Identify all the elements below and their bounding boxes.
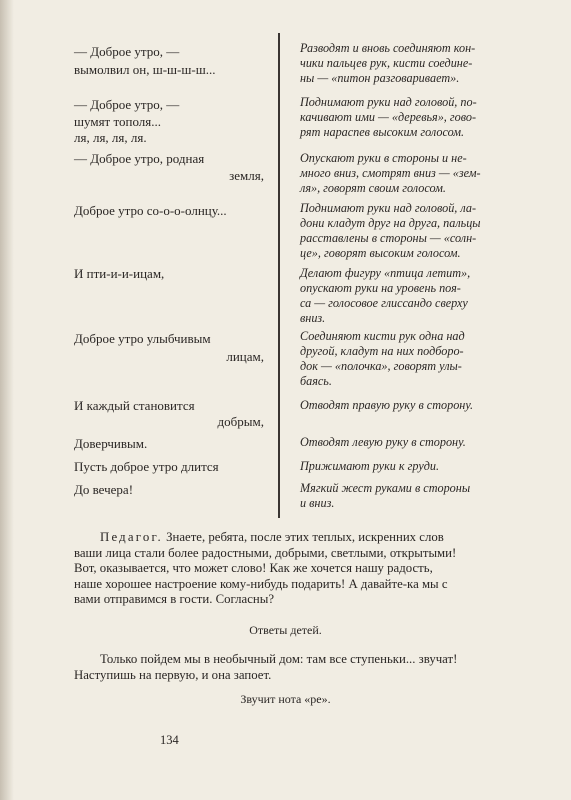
poem-line: — Доброе утро, — — [74, 97, 180, 112]
poem-line: И пти-и-и-ицам, — [74, 266, 165, 281]
action-line: дони кладут друг на друга, пальцы — [300, 216, 481, 230]
action-line: док — «полочка», говорят улы- — [300, 359, 462, 373]
poem-line: шумят тополя... — [74, 114, 161, 129]
poem-line: вымолвил он, ш-ш-ш-ш... — [74, 62, 216, 77]
poem-line: — Доброе утро, родная — [74, 151, 205, 166]
prose-line: Вот, оказывается, что может слово! Как же хочется нашу радость, — [74, 561, 433, 576]
poem-line: Доброе утро улыбчивым — [74, 331, 211, 346]
poem-line: До вечера! — [74, 482, 134, 497]
action-block — [300, 41, 522, 86]
action-line: вниз. — [300, 311, 326, 325]
action-block — [300, 435, 522, 450]
prose-line: ваши лица стали более радостными, добрыми, светлыми, открытыми! — [74, 545, 457, 560]
action-line: рят нараспев высоким голосом. — [300, 125, 465, 139]
action-block — [300, 201, 522, 261]
action-line: много вниз, смотрят вниз — «зем- — [300, 166, 481, 180]
prose-line: Наступишь на первую, и она запоет. — [74, 667, 272, 682]
action-line: це», говорят высоким голосом. — [300, 246, 461, 260]
poem-line: Доверчивым. — [74, 436, 148, 451]
page-number: 134 — [160, 733, 179, 747]
poem-line: Пусть доброе утро длится — [74, 459, 219, 474]
teacher-paragraph — [74, 652, 522, 683]
poem-line: добрым, — [217, 414, 264, 429]
action-block — [300, 266, 522, 326]
action-line: Опускают руки в стороны и не- — [300, 151, 467, 165]
action-line: Мягкий жест руками в стороны — [300, 481, 471, 495]
action-line: Поднимают руки над головой, ла- — [300, 201, 477, 215]
action-line: расставлены в стороны — «солн- — [300, 231, 477, 245]
action-line: Отводят левую руку в сторону. — [300, 435, 466, 449]
poem-line: — Доброе утро, — — [74, 44, 180, 59]
action-block — [300, 329, 522, 389]
poem-line: Доброе утро со-о-о-олнцу... — [74, 203, 227, 218]
prose-line: Знаете, ребята, после этих теплых, искренних слов — [166, 530, 444, 544]
action-line: Поднимают руки над головой, по- — [300, 95, 477, 109]
action-line: Делают фигуру «птица летит», — [300, 266, 471, 280]
action-line: баясь. — [300, 374, 332, 388]
prose-line: Только пойдем мы в необычный дом: там все ступеньки... звучат! — [100, 652, 458, 666]
action-line: ны — «питон разговаривает». — [300, 71, 460, 85]
column-divider — [278, 33, 280, 518]
action-block — [300, 95, 522, 140]
teacher-paragraph — [74, 530, 522, 608]
poem-line: земля, — [229, 168, 264, 183]
sound-note: Звучит нота «ре». — [240, 692, 331, 706]
speaker-name: Педагог. — [100, 530, 163, 544]
action-line: са — голосовое глиссандо сверху — [300, 296, 468, 310]
poem-line: лицам, — [226, 349, 264, 364]
poem-line: И каждый становится — [74, 398, 195, 413]
paragraph-first-line — [74, 530, 522, 546]
action-block — [300, 151, 522, 196]
action-line: другой, кладут на них подборо- — [300, 344, 464, 358]
action-line: и вниз. — [300, 496, 335, 510]
prose-line: вами отправимся в гости. Согласны? — [74, 592, 275, 607]
action-line: ля», говорят своим голосом. — [300, 181, 446, 195]
action-block — [300, 398, 522, 413]
action-line: Соединяют кисти рук одна над — [300, 329, 465, 343]
action-line: чики пальцев рук, кисти соедине- — [300, 56, 473, 70]
children-answers-note: Ответы детей. — [249, 623, 322, 637]
action-line: Разводят и вновь соединяют кон- — [300, 41, 476, 55]
action-line: Прижимают руки к груди. — [300, 459, 440, 473]
page-edge-shadow — [0, 0, 14, 800]
poem-line: ля, ля, ля, ля. — [74, 130, 147, 145]
prose-line: наше хорошее настроение кому-нибудь подарить! А давайте-ка мы с — [74, 576, 448, 591]
action-line: качивают ими — «деревья», гово- — [300, 110, 477, 124]
action-block — [300, 481, 522, 511]
action-line: опускают руки на уровень поя- — [300, 281, 461, 295]
action-block — [300, 459, 522, 474]
action-line: Отводят правую руку в сторону. — [300, 398, 474, 412]
